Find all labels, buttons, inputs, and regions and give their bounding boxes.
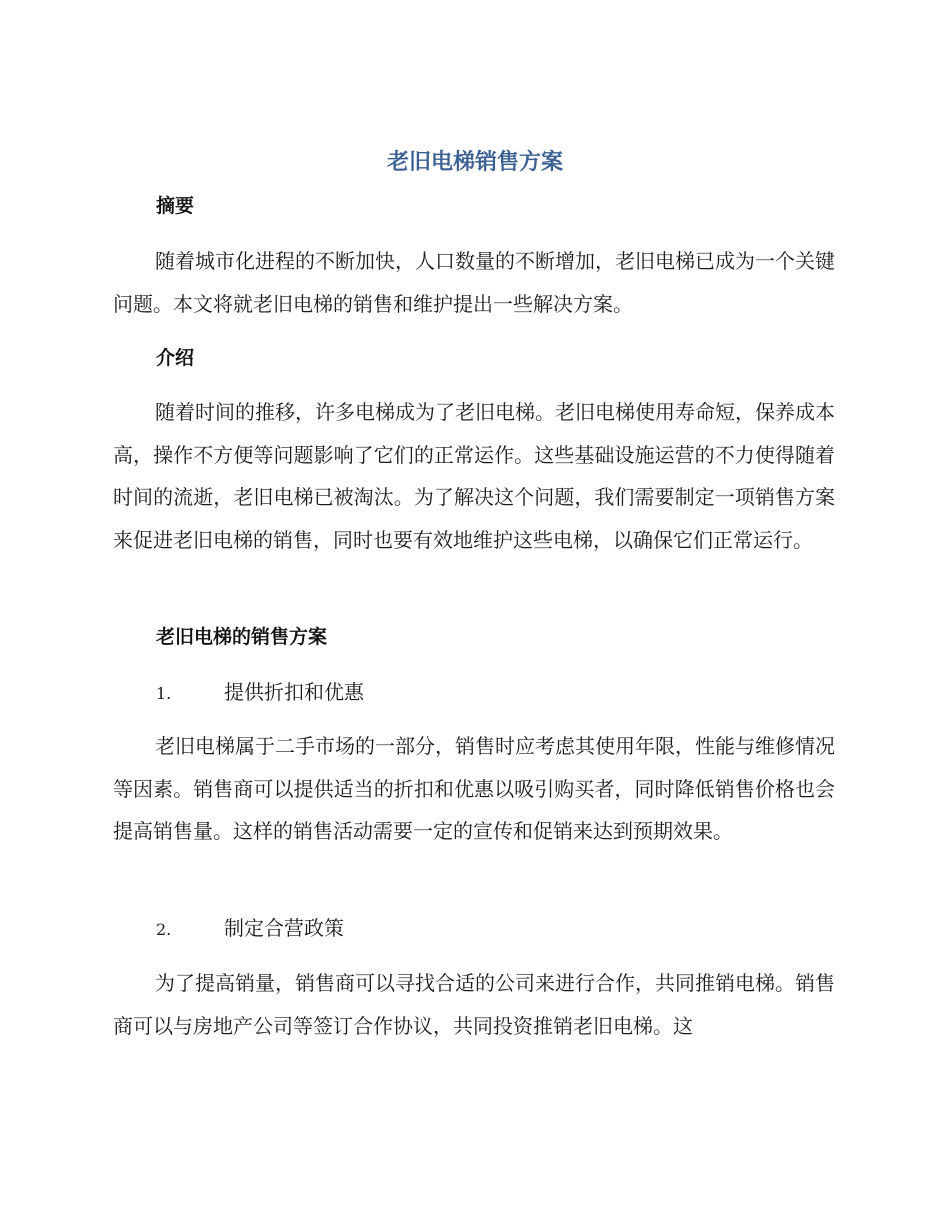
section-heading-abstract: 摘要 xyxy=(156,195,195,217)
list-item-joint-venture xyxy=(156,913,344,945)
document-title: 老旧电梯销售方案 xyxy=(386,150,563,175)
list-item-label: 制定合营政策 xyxy=(224,916,344,940)
abstract-paragraph: 随着城市化进程的不断加快，人口数量的不断增加，老旧电梯已成为一个关键问题。本文将就老旧电梯的销售和维护提出一些解决方案。 xyxy=(113,249,835,316)
list-item-label: 提供折扣和优惠 xyxy=(224,680,364,704)
list-item-discounts xyxy=(156,677,364,709)
list-item-number: 1. xyxy=(156,684,172,703)
section-heading-intro: 介绍 xyxy=(156,347,195,369)
intro-paragraph: 随着时间的推移，许多电梯成为了老旧电梯。老旧电梯使用寿命短，保养成本高，操作不方便等问题影响了它们的正常运作。这些基础设施运营的不力使得随着时间的流逝，老旧电梯已被淘汰。为了解决这个问题，我们需要制定一项销售方案来促进老旧电梯的销售，同时也要有效地维护这些电梯，以确保它们正常运行。 xyxy=(113,400,835,552)
list-item-number: 2. xyxy=(156,920,172,939)
discounts-paragraph: 老旧电梯属于二手市场的一部分，销售时应考虑其使用年限，性能与维修情况等因素。销售商可以提供适当的折扣和优惠以吸引购买者，同时降低销售价格也会提高销售量。这样的销售活动需要一定的宣传和促销来达到预期效果。 xyxy=(113,734,835,843)
joint-venture-paragraph: 为了提高销量，销售商可以寻找合适的公司来进行合作，共同推销电梯。销售商可以与房地产公司等签订合作协议，共同投资推销老旧电梯。这 xyxy=(113,971,835,1038)
section-heading-sales-plan: 老旧电梯的销售方案 xyxy=(156,626,328,648)
